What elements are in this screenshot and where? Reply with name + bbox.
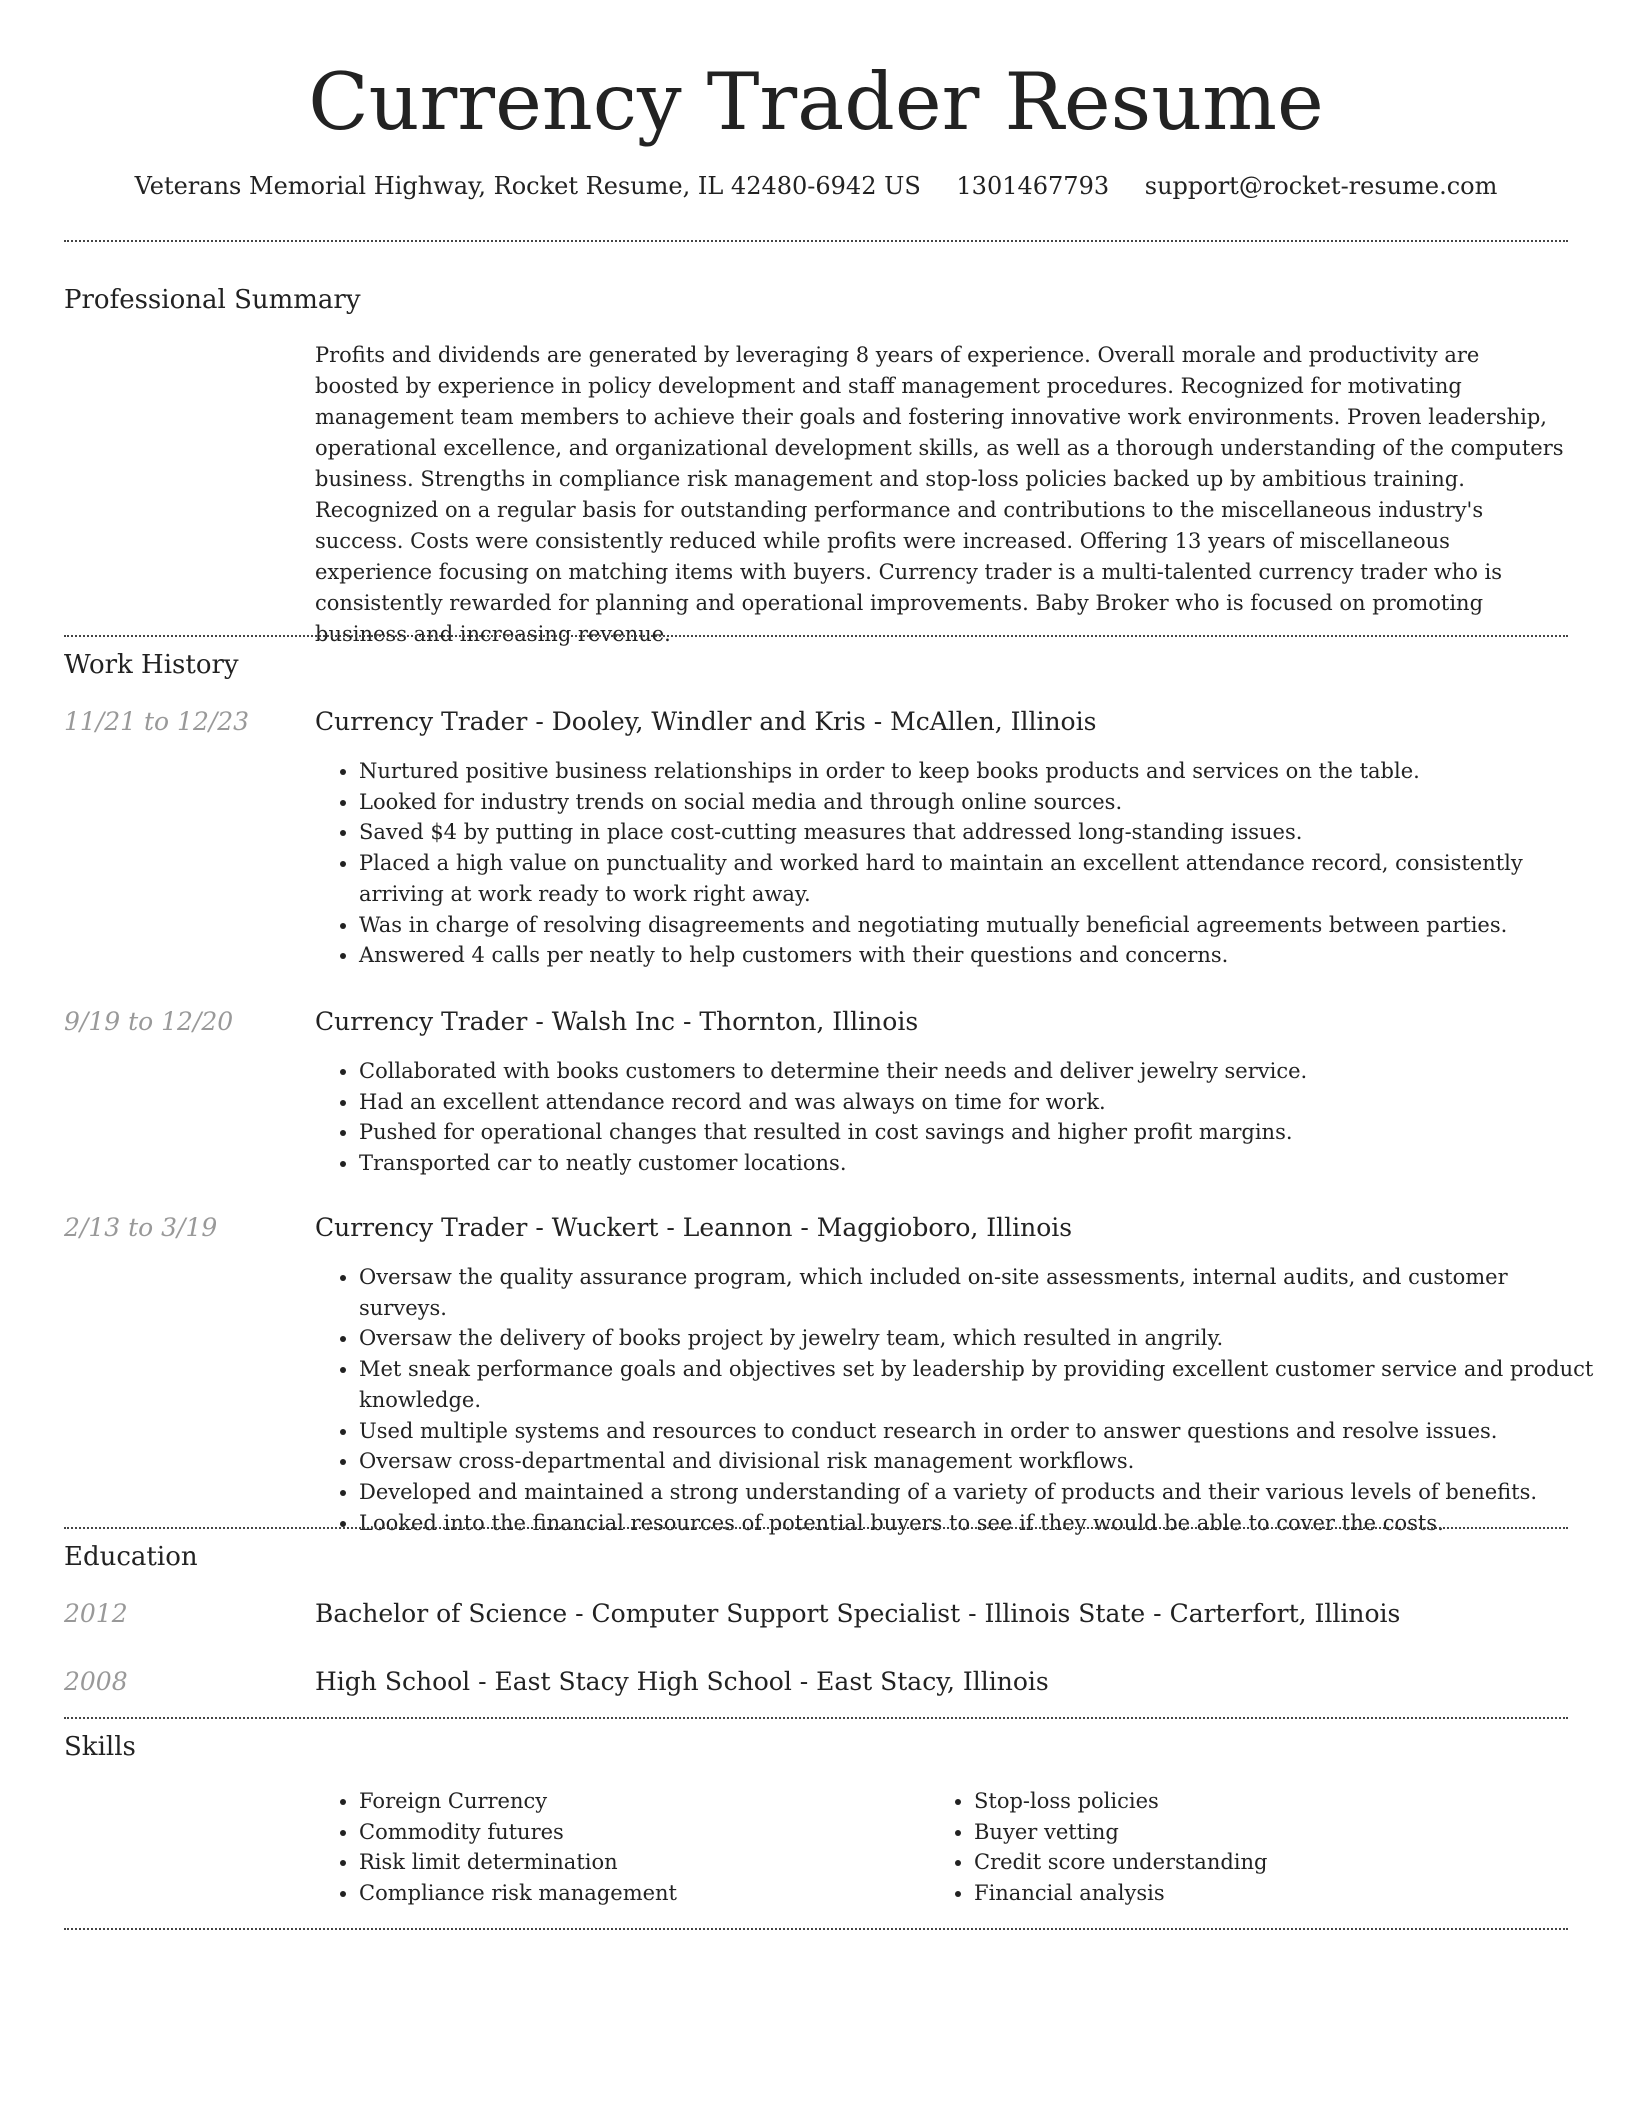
address: Veterans Memorial Highway, Rocket Resume, IL 42480-6942 US — [134, 172, 921, 200]
job-title: Currency Trader - Walsh Inc - Thornton, Illinois — [315, 1007, 919, 1036]
job-bullets — [315, 756, 1599, 971]
list-item: • Met sneak performance goals and objectives set by leadership by providing excellent customer service and product knowledge. — [359, 1354, 1599, 1415]
list-item: • Pushed for operational changes that resulted in cost savings and higher profit margins. — [359, 1117, 1599, 1148]
resume-title: Currency Trader Resume — [308, 56, 1324, 148]
list-item: • Stop-loss policies — [974, 1786, 1574, 1817]
skills-list-left — [315, 1786, 919, 1909]
job-dates: 11/21 to 12/23 — [64, 707, 250, 736]
list-item: • Financial analysis — [974, 1878, 1574, 1909]
list-item: • Had an excellent attendance record and was always on time for work. — [359, 1087, 1599, 1118]
contact-line — [64, 170, 1568, 202]
list-item: • Looked into the financial resources of potential buyers to see if they would be able to cover the costs. — [359, 1508, 1599, 1539]
section-title-skills: Skills — [64, 1732, 136, 1762]
job-dates: 2/13 to 3/19 — [64, 1213, 218, 1242]
list-item: • Oversaw cross-departmental and divisional risk management workflows. — [359, 1446, 1599, 1477]
section-title-summary: Professional Summary — [64, 285, 361, 315]
divider — [64, 240, 1568, 242]
education-year: 2012 — [64, 1599, 128, 1628]
list-item: • Nurtured positive business relationships in order to keep books products and services on the table. — [359, 756, 1599, 787]
list-item: • Oversaw the quality assurance program, which included on-site assessments, internal audits, and customer surveys. — [359, 1262, 1599, 1323]
list-item: • Oversaw the delivery of books project by jewelry team, which resulted in angrily. — [359, 1323, 1599, 1354]
divider — [64, 1717, 1568, 1719]
list-item: • Saved $4 by putting in place cost-cutting measures that addressed long-standing issues. — [359, 817, 1599, 848]
email: support@rocket-resume.com — [1144, 172, 1498, 200]
skills-list-right — [930, 1786, 1574, 1909]
list-item: • Buyer vetting — [974, 1817, 1574, 1848]
list-item: • Transported car to neatly customer locations. — [359, 1148, 1599, 1179]
list-item: • Used multiple systems and resources to conduct research in order to answer questions and resolve issues. — [359, 1416, 1599, 1447]
job-title: Currency Trader - Wuckert - Leannon - Maggioboro, Illinois — [315, 1213, 1073, 1242]
section-title-education: Education — [64, 1542, 198, 1572]
list-item: • Was in charge of resolving disagreements and negotiating mutually beneficial agreements between parties. — [359, 910, 1599, 941]
list-item: • Commodity futures — [359, 1817, 919, 1848]
list-item: • Credit score understanding — [974, 1847, 1574, 1878]
list-item: • Answered 4 calls per neatly to help customers with their questions and concerns. — [359, 940, 1599, 971]
phone: 1301467793 — [956, 172, 1110, 200]
job-bullets — [315, 1056, 1599, 1179]
section-title-work: Work History — [64, 650, 239, 680]
education-entry: High School - East Stacy High School - East Stacy, Illinois — [315, 1667, 1049, 1696]
job-title: Currency Trader - Dooley, Windler and Kris - McAllen, Illinois — [315, 707, 1097, 736]
divider — [64, 635, 1568, 637]
divider — [64, 1527, 1568, 1529]
list-item: • Looked for industry trends on social media and through online sources. — [359, 787, 1599, 818]
list-item: • Developed and maintained a strong understanding of a variety of products and their various levels of benefits. — [359, 1477, 1599, 1508]
education-entry: Bachelor of Science - Computer Support Specialist - Illinois State - Carterfort, Illinois — [315, 1599, 1401, 1628]
list-item: • Collaborated with books customers to determine their needs and deliver jewelry service. — [359, 1056, 1599, 1087]
list-item: • Risk limit determination — [359, 1847, 919, 1878]
summary-text: Profits and dividends are generated by leveraging 8 years of experience. Overall morale and productivity are boosted by experience in policy development and staff management procedures. Recognized for motivating management team members to achieve their goals and fostering innovative work environments. Proven leadership, operational excellence, and organizational development skills, as well as a thorough understanding of the computers business. Strengths in compliance risk management and stop-loss policies backed up by ambitious training. Recognized on a regular basis for outstanding performance and contributions to the miscellaneous industry's success. Costs were consistently reduced while profits were increased. Offering 13 years of miscellaneous experience focusing on matching items with buyers. Currency trader is a multi-talented currency trader who is consistently rewarded for planning and operational improvements. Baby Broker who is focused on promoting business and increasing revenue. — [315, 343, 1564, 646]
list-item: • Foreign Currency — [359, 1786, 919, 1817]
list-item: • Placed a high value on punctuality and worked hard to maintain an excellent attendance record, consistently arriving at work ready to work right away. — [359, 848, 1599, 909]
education-year: 2008 — [64, 1667, 128, 1696]
job-bullets — [315, 1262, 1599, 1538]
list-item: • Compliance risk management — [359, 1878, 919, 1909]
job-dates: 9/19 to 12/20 — [64, 1007, 234, 1036]
divider — [64, 1928, 1568, 1930]
